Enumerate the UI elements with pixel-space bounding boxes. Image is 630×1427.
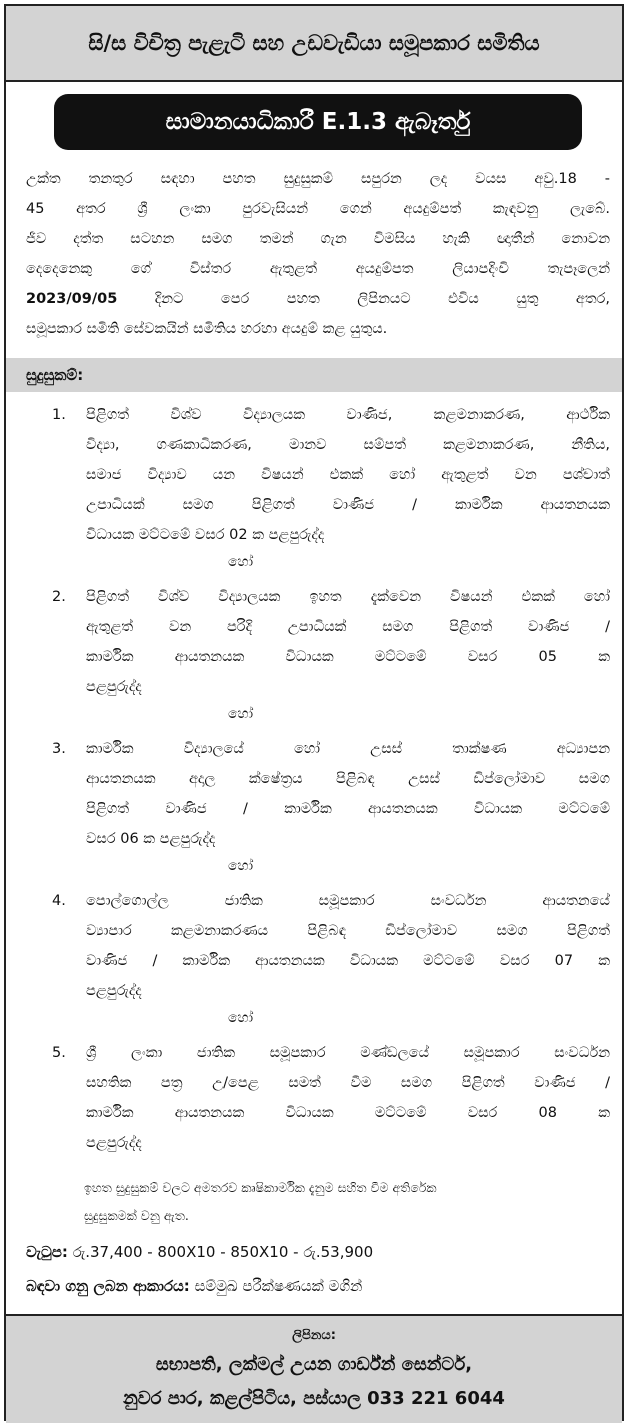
qualification-line: වාණිජ / කාර්මික ආයතනයක විධායක මට්ටමේ වසර 07 ක [86, 953, 610, 969]
qualification-line: කාර්මික ආයතනයක විධායක මට්ටමේ වසර 05 ක [86, 649, 610, 665]
qualification-line: සහතික පත්‍ර උ/පෙළ සමත් වීම සමග පිළිගත් වාණිජ / [86, 1075, 610, 1091]
salary-label: වැටුප: [26, 1243, 68, 1261]
or-separator: හෝ [228, 1010, 254, 1026]
recruitment-method-row [26, 1274, 362, 1298]
qualification-line: පොල්ගොල්ල ජාතික සමූපකාර සංවර්ධන ආයතනයේ [86, 893, 610, 909]
salary-row [26, 1240, 373, 1264]
recruitment-value: සම්මුඛ පරීක්ෂණයක් මගින් [189, 1277, 363, 1295]
intro-line: ජීව දත්ත සටහන සමග තමන් ගැන විමසිය හැකි ඥාතීන් නොවන [26, 231, 610, 247]
qualifications-heading: සුදුසුකම්: [26, 366, 84, 384]
qualification-line: පළපුරුද්ද [86, 679, 142, 695]
address-line: සභාපති, ලක්මල් උයන ගාර්ඩ්න් සෙන්ටර්, [155, 1354, 473, 1375]
intro-line: සමූපකාර සමිති සේවකයින් සමිතිය හරහා අයදුම් කළ යුතුය. [26, 321, 388, 337]
qualification-number: 2. [52, 589, 66, 605]
note-line: ඉහත සුදුසුකම් වලට අමතරව කෘෂිකාර්මික දැනුම සහිත වීම අතිරේක [84, 1180, 437, 1195]
post-title: සාමානයාධිකාරී E.1.3 ඇබෑර්තු [165, 109, 471, 135]
intro-paragraph [26, 164, 610, 344]
qualifications-heading-band [6, 358, 622, 392]
qualification-line: පළපුරුද්ද [86, 1135, 142, 1151]
organization-header [6, 6, 622, 82]
qualification-text [86, 1038, 610, 1158]
intro-line-rest: දිනට පෙර පහත ලිපිනයට එවිය යුතු අතර, [117, 291, 610, 307]
qualification-number: 3. [52, 741, 66, 757]
recruitment-label: බඳවා ගනු ලබන ආකාරය: [26, 1277, 190, 1295]
qualification-line: කාර්මික විද්‍යාලයේ හෝ උසස් තාක්ෂණ අධ්‍යාපන [86, 741, 610, 757]
note-line: සුදුසුකමක් වනු ඇත. [84, 1208, 189, 1223]
additional-qualification-note [84, 1174, 612, 1230]
address-line: නුවර පාර, කළල්පිටිය, පස්යාල 033 221 6044 [123, 1388, 505, 1409]
qualification-line: පිළිගත් විශ්ව විද්‍යාලයක වාණිජ, කළමනාකරණ, ආර්ථික [86, 407, 610, 423]
qualification-line: ඇතුළත් වන පරිදි උපාධියක් සමග පිළිගත් වාණිජ / [86, 619, 610, 635]
qualification-line: විධායක මට්ටමේ වසර 02 ක පළපුරුද්ද [86, 527, 325, 543]
intro-line: 45 අතර ශ්‍රී ලංකා පුරවැසියන් ගෙන් අයදුම්පත් කැඳවනු ලැබේ. [26, 201, 610, 217]
qualification-line: ව්‍යාපාර කළමනාකරණය පිළිබඳ ඩිප්ලෝමාව සමග පිළිගත් [86, 923, 610, 939]
intro-line: උක්ත තනතුර සඳහා පහත සුදුසුකම් සපුරන ලද වයස අවු.18 - [26, 171, 610, 187]
qualification-line: වසර 06 ක පළපුරුද්ද [86, 831, 216, 847]
qualification-line: විද්‍යා, ගණකාධිකරණ, මානව සම්පත් කළමනාකරණ, නීතිය, [86, 437, 610, 453]
qualification-line: පිළිගත් වාණිජ / කාර්මික ආයතනයක විධායක මට්ටමේ [86, 801, 610, 817]
qualification-number: 1. [52, 407, 66, 423]
qualification-text [86, 582, 610, 702]
qualification-line: පිළිගත් විශ්ව විද්‍යාලයක ඉහත දැක්වෙන විෂයන් එකක් හෝ [86, 589, 610, 605]
application-deadline: 2023/09/05 [26, 291, 118, 307]
qualification-text [86, 886, 610, 1006]
qualification-line: පළපුරුද්ද [86, 983, 142, 999]
intro-line: දෙදෙනෙකු ගේ විස්තර ඇතුළත් අයදුම්පත ලියාපදිංචි තැපෑලෙන් [26, 261, 610, 277]
or-separator: හෝ [228, 706, 254, 722]
or-separator: හෝ [228, 554, 254, 570]
qualification-line: සමාජ විද්‍යාව යන විෂයන් එකක් හෝ ඇතුළත් වන පශ්චාත් [86, 467, 610, 483]
salary-value: රු.37,400 - 800X10 - 850X10 - රු.53,900 [67, 1243, 374, 1261]
qualification-text [86, 734, 610, 854]
qualification-text [86, 400, 610, 550]
address-band [6, 1314, 622, 1423]
qualification-line: කාර්මික ආයතනයක විධායක මට්ටමේ වසර 08 ක [86, 1105, 610, 1121]
advertisement-frame [4, 4, 624, 1421]
qualification-number: 4. [52, 893, 66, 909]
qualification-line: ශ්‍රී ලංකා ජාතික සමූපකාර මණ්ඩලයේ සමූපකාර සංවර්ධන [86, 1045, 610, 1061]
organization-name: සි/ස විචිත්‍ර පැළැටි සහ උඩවැඩියා සමූපකාර සමිතිය [88, 30, 540, 55]
or-separator: හෝ [228, 858, 254, 874]
address-label: ලිපිනය: [292, 1328, 336, 1343]
post-title-banner [54, 94, 582, 150]
qualification-line: උපාධියක් සමග පිළිගත් වාණිජ / කාර්මික ආයතනයක [86, 497, 610, 513]
qualification-number: 5. [52, 1045, 66, 1061]
qualification-line: ආයතනයක අදාල ක්ෂේත්‍රය පිළිබඳ උසස් ඩිප්ලෝමාව සමග [86, 771, 610, 787]
intro-line-deadline [26, 284, 610, 314]
